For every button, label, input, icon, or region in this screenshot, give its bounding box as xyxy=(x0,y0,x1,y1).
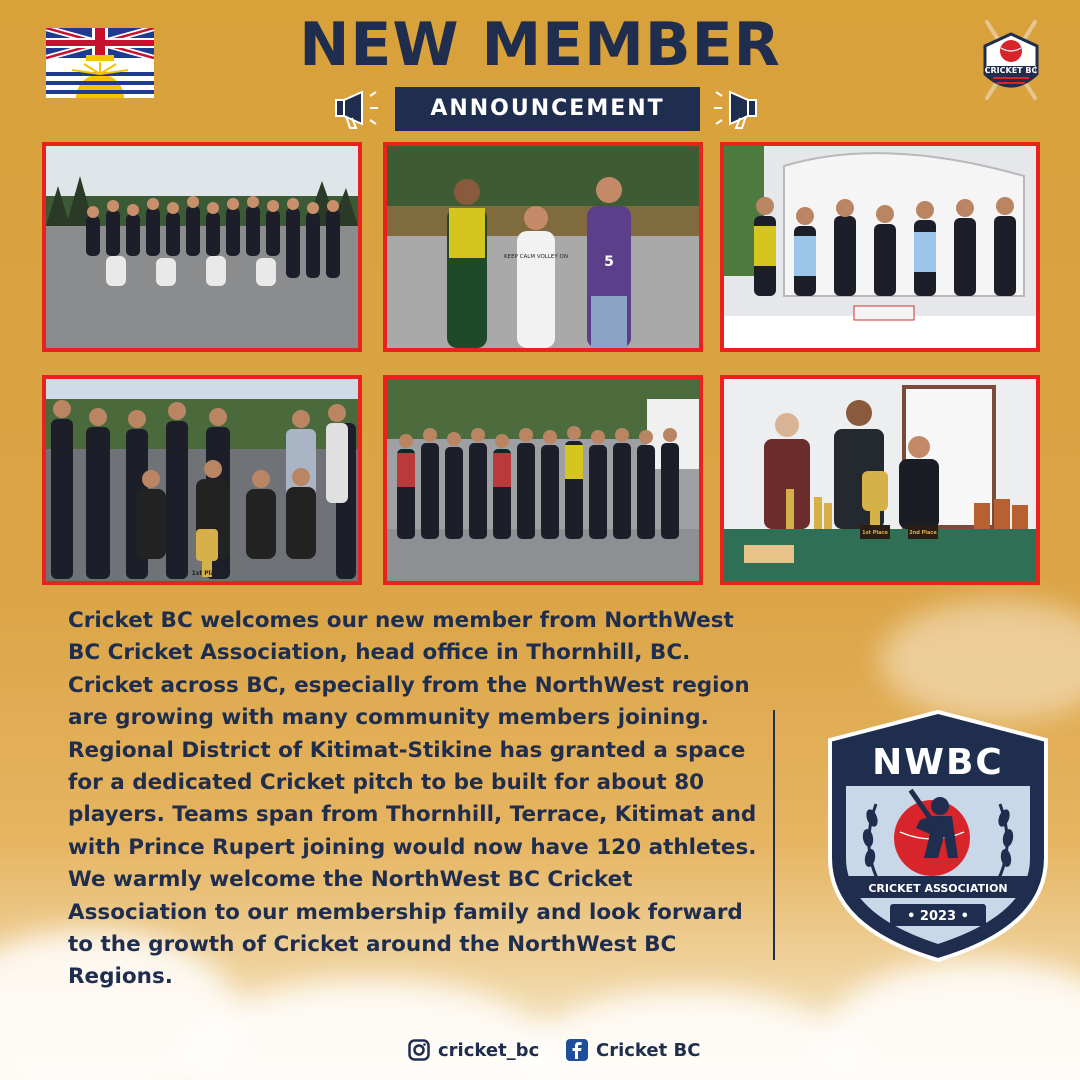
nwbc-year-text: • 2023 • xyxy=(907,909,969,924)
trophy-second-label: 2nd Place xyxy=(909,530,937,536)
cricket-bc-logo-text: CRICKET BC xyxy=(984,66,1038,75)
trophy-first-text: 1st Place xyxy=(191,570,223,577)
facebook-label: Cricket BC xyxy=(596,1039,701,1061)
megaphone-left-icon xyxy=(330,86,380,132)
instagram-icon xyxy=(408,1039,430,1061)
body-paragraph: We warmly welcome the NorthWest BC Cricket Association to our membership family and look forward to the growth of Cricket around the NorthWest BC Regions. xyxy=(68,867,743,990)
body-paragraph: Cricket BC welcomes our new member from NorthWest BC Cricket Association, head office in Thornhill, BC. Cricket across BC, especially from the NorthWest region are growing with many community members joining. xyxy=(68,608,750,731)
shirt-slogan-text: KEEP CALM VOLLEY ON xyxy=(504,254,568,260)
announcement-body-text xyxy=(68,605,768,994)
instagram-label: cricket_bc xyxy=(438,1039,540,1061)
facebook-page[interactable] xyxy=(566,1035,700,1065)
body-paragraph: Regional District of Kitimat-Stikine has granted a space for a dedicated Cricket pitch to be built for about 80 players. Teams span from Thornhill, Terrace, Kitimat and with Prince Rupert joining would now have 120 athletes. xyxy=(68,737,757,860)
headline-title: NEW MEMBER xyxy=(299,10,781,80)
nwbc-title-text: NWBC xyxy=(872,742,1004,783)
photo-trophy-table xyxy=(720,375,1040,585)
instagram-handle[interactable] xyxy=(408,1035,539,1065)
nwbc-association-text: CRICKET ASSOCIATION xyxy=(868,882,1008,895)
photo-players-lined-up-medals xyxy=(383,375,703,585)
cloud-decoration xyxy=(880,600,1080,720)
trophy-first-label: 1st Place xyxy=(862,530,888,536)
photo-cake-cutting-celebration xyxy=(720,142,1040,352)
vertical-divider xyxy=(773,710,775,960)
facebook-icon xyxy=(566,1039,588,1061)
cloud-decoration xyxy=(180,980,560,1080)
photo-team-group-field xyxy=(42,142,362,352)
shirt-number-text: 5 xyxy=(604,254,614,270)
cloud-decoration xyxy=(820,960,1080,1080)
cricket-bc-logo xyxy=(977,18,1045,104)
photo-three-people-parking-lot xyxy=(383,142,703,352)
megaphone-right-icon xyxy=(712,86,762,132)
photo-winners-with-trophy xyxy=(42,375,362,585)
announcement-banner: ANNOUNCEMENT xyxy=(395,87,700,131)
nwbc-cricket-association-logo xyxy=(820,708,1056,964)
